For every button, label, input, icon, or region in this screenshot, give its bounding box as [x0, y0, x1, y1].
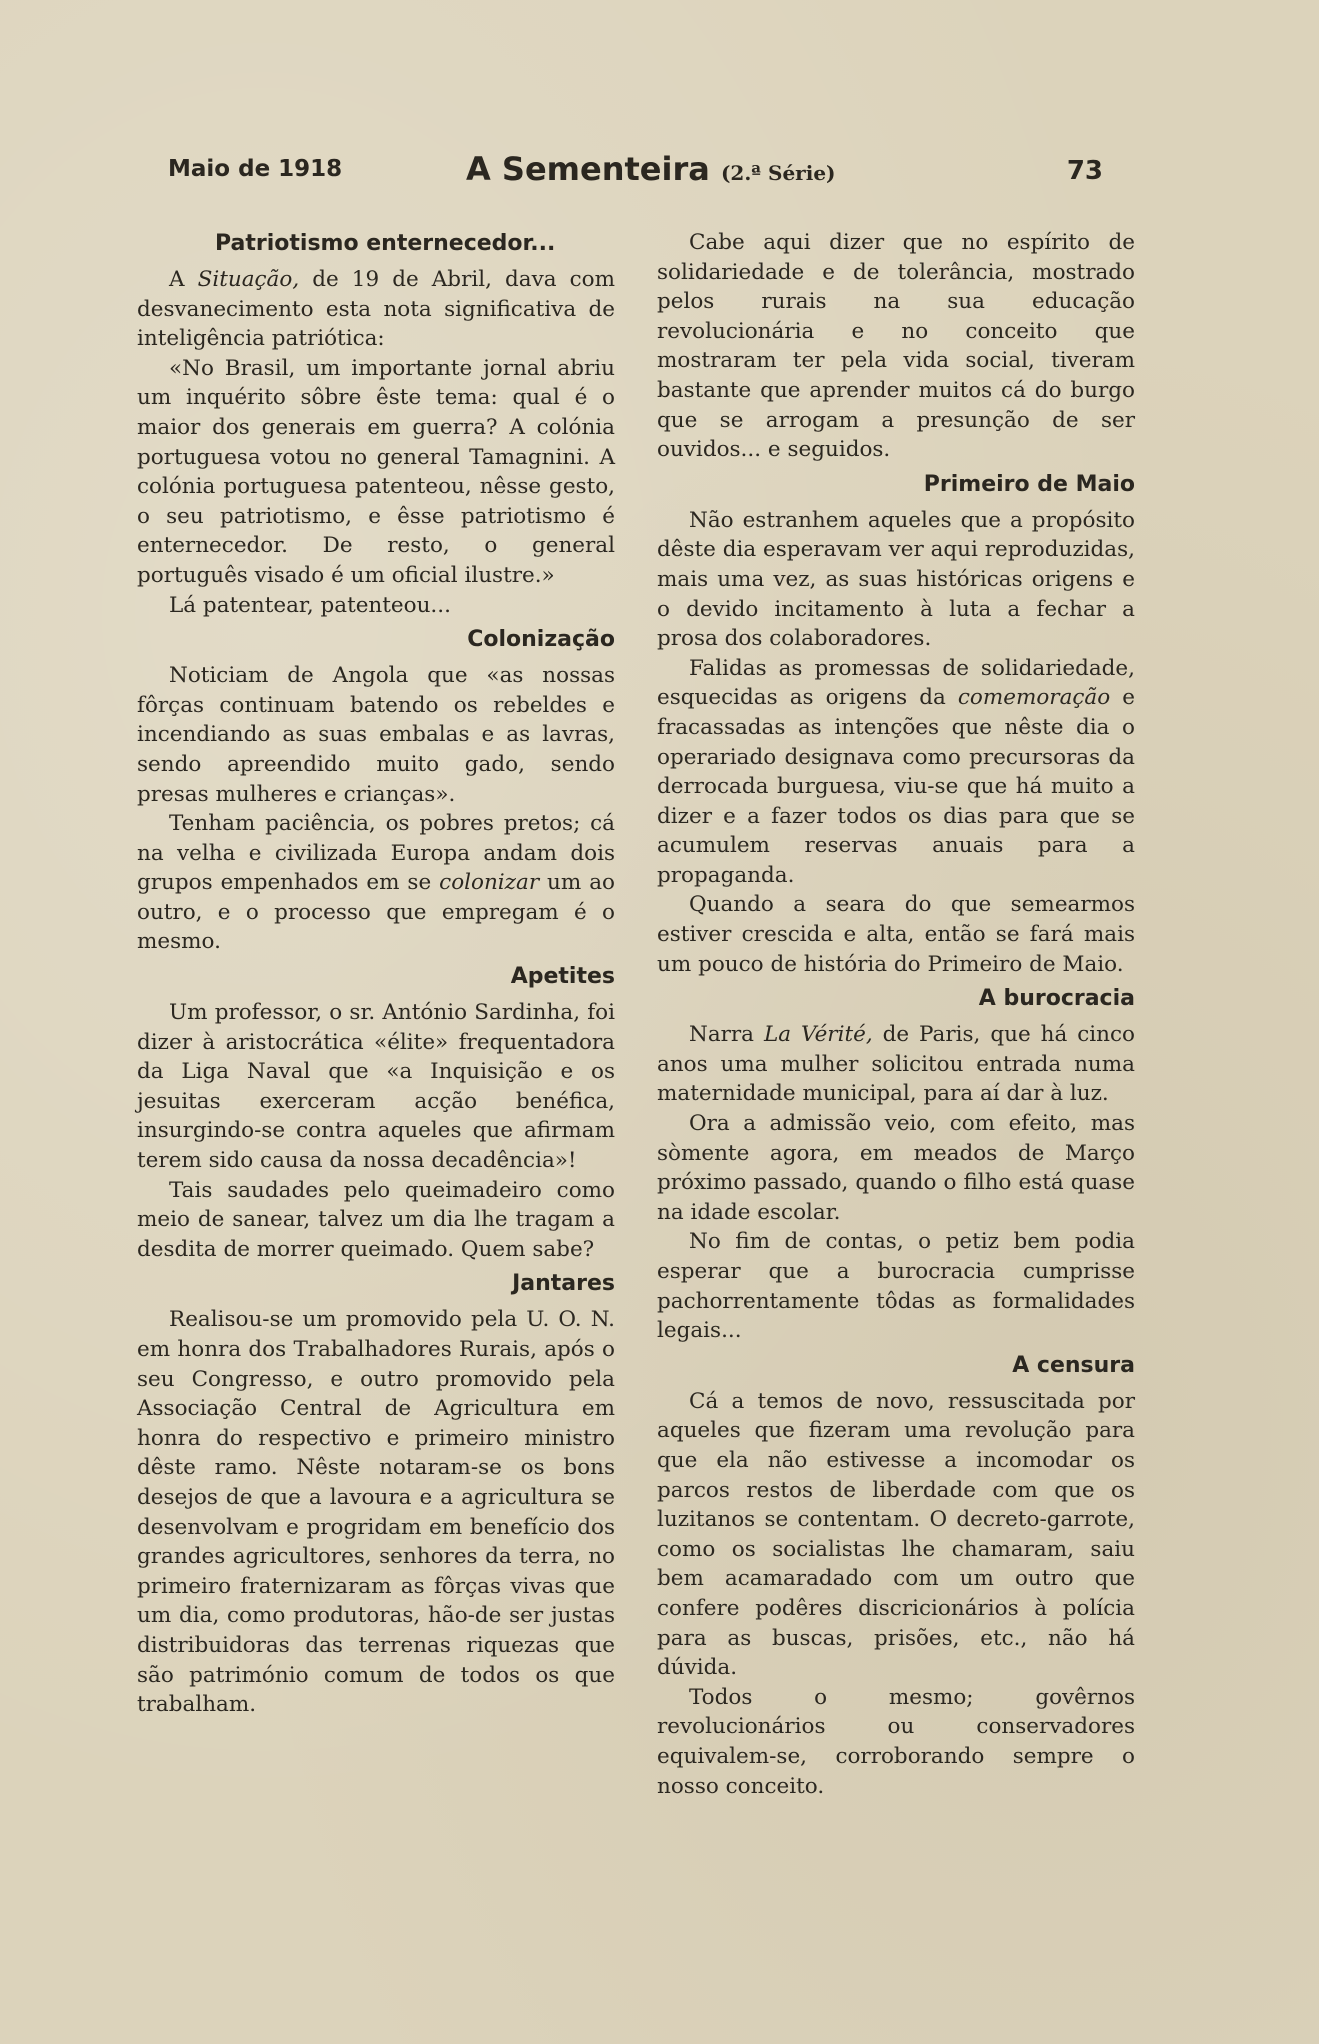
paragraph: No fim de contas, o petiz bem podia esperar que a burocracia cumprisse pachorrentamente tôdas as formalidades legais...	[657, 1229, 1135, 1344]
text-run: Falidas as promessas de solidariedade, esquecidas as origens da	[657, 655, 1135, 711]
paragraph: Noticiam de Angola que «as nossas fôrças continuam batendo os rebeldes e incendiando as suas embalas e as lavras, sendo apreendido muito gado, sendo presas mulheres e crianças».	[137, 663, 615, 807]
section-title-primeiro-de-maio: Primeiro de Maio	[923, 471, 1135, 497]
issue-date: Maio de 1918	[168, 156, 343, 182]
section-title-colonizacao: Colonização	[467, 627, 615, 653]
paragraph	[137, 265, 615, 354]
paragraph: «No Brasil, um importante jornal abriu um inquérito sôbre êste tema: qual é o maior dos generais em guerra? A colónia portuguesa votou no general Tamagnini. A colónia portuguesa patenteou, nêsse gesto, o seu patriotismo, e êsse patriotismo é enternecedor. De resto, o general português visado é um oficial ilustre.»	[137, 355, 615, 588]
paragraph	[657, 654, 1135, 891]
paragraph: Cá a temos de novo, ressuscitada por aqueles que fizeram uma revolução para que ela não estivesse a incomodar os parcos restos de liberdade com que os luzitanos se contentam. O decreto-garrote, como os socialistas lhe chamaram, saiu bem acamaradado com um outro que confere podêres discricionários à polícia para as buscas, prisões, etc., não há dúvida.	[657, 1388, 1135, 1681]
newspaper-name: Situação,	[197, 267, 300, 292]
paragraph	[137, 809, 615, 957]
paragraph: Todos o mesmo; govêrnos revolucionários ou conservadores equivalem-se, corroborando sempre o nosso conceito.	[657, 1684, 1135, 1799]
emphasis: comemoração	[957, 685, 1111, 711]
section-title-burocracia: A burocracia	[978, 986, 1135, 1012]
text-run: e fracassadas as intenções que nêste dia o operariado designava como precursoras da derrocada burguesa, viu-se que há muito a dizer e a fazer todos os dias para que se acumulem reservas anuais para a propaganda.	[657, 685, 1135, 888]
section-title-jantares: Jantares	[512, 1271, 615, 1297]
text-run: Narra	[689, 1022, 764, 1048]
paragraph: Tais saudades pelo queimadeiro como meio de sanear, talvez um dia lhe tragam a desdita de morrer queimado. Quem sabe?	[137, 1177, 615, 1262]
paragraph: Lá patentear, patenteou...	[169, 592, 451, 618]
emphasis: colonizar	[439, 870, 540, 896]
text-run: de Paris, que há cinco anos uma mulher solicitou entrada numa maternidade municipal, para aí dar à luz.	[657, 1022, 1136, 1107]
text-run: de 19 de Abril, dava com desvanecimento esta nota significativa de inteligência patriótica:	[137, 267, 615, 352]
publication-title	[466, 150, 836, 188]
section-title-patriotismo: Patriotismo enternecedor...	[215, 231, 556, 256]
series-label: (2.ª Série)	[720, 161, 836, 185]
page-number: 73	[1066, 156, 1103, 186]
text-run: um ao outro, e o processo que empregam é o mesmo.	[137, 870, 616, 955]
paragraph: Realisou-se um promovido pela U. O. N. em honra dos Trabalhadores Rurais, após o seu Congresso, e outro promovido pela Associação Central de Agricultura em honra do respectivo e primeiro ministro dêste ramo. Nêste notaram-se os bons desejos de que a lavoura e a agricultura se desenvolvam e progridam em benefício dos grandes agricultores, senhores da terra, no primeiro fraternizaram as fôrças vivas que um dia, como produtoras, hão-de ser justas distribuidoras das terrenas riquezas que são património comum de todos os que trabalham.	[137, 1307, 615, 1718]
publication-name: A Sementeira	[466, 150, 710, 188]
text-run: Tenham paciência, os pobres pretos; cá na velha e civilizada Europa andam dois grupos empenhados em se	[137, 811, 615, 896]
paragraph: Cabe aqui dizer que no espírito de solidariedade e de tolerância, mostrado pelos rurais na sua educação revolucionária e no conceito que mostraram ter pela vida social, tiveram bastante que aprender muitos cá do burgo que se arrogam a presunção de ser ouvidos... e seguidos.	[657, 230, 1135, 463]
paragraph: Ora a admissão veio, com efeito, mas sòmente agora, em meados de Março próximo passado, quando o filho está quase na idade escolar.	[657, 1111, 1135, 1225]
paragraph: Não estranhem aqueles que a propósito dêste dia esperavam ver aqui reproduzidas, mais uma vez, as suas históricas origens e o devido incitamento à luta a fechar a prosa dos colaboradores.	[657, 507, 1135, 652]
left-column	[137, 228, 615, 1720]
newspaper-name: La Vérité,	[763, 1022, 873, 1048]
right-column	[657, 228, 1135, 1801]
section-title-censura: A censura	[1012, 1352, 1135, 1378]
paragraph: Um professor, o sr. António Sardinha, foi dizer à aristocrática «élite» frequentadora da Liga Naval que «a Inquisição e os jesuitas exerceram acção benéfica, insurgindo-se contra aqueles que afirmam terem sido causa da nossa decadência»!	[137, 1000, 615, 1174]
paragraph: Quando a seara do que semearmos estiver crescida e alta, então se fará mais um pouco de história do Primeiro de Maio.	[657, 892, 1135, 977]
text-run: A	[169, 267, 198, 292]
paragraph	[657, 1020, 1135, 1109]
page-header	[168, 150, 1103, 190]
section-title-apetites: Apetites	[510, 964, 615, 990]
